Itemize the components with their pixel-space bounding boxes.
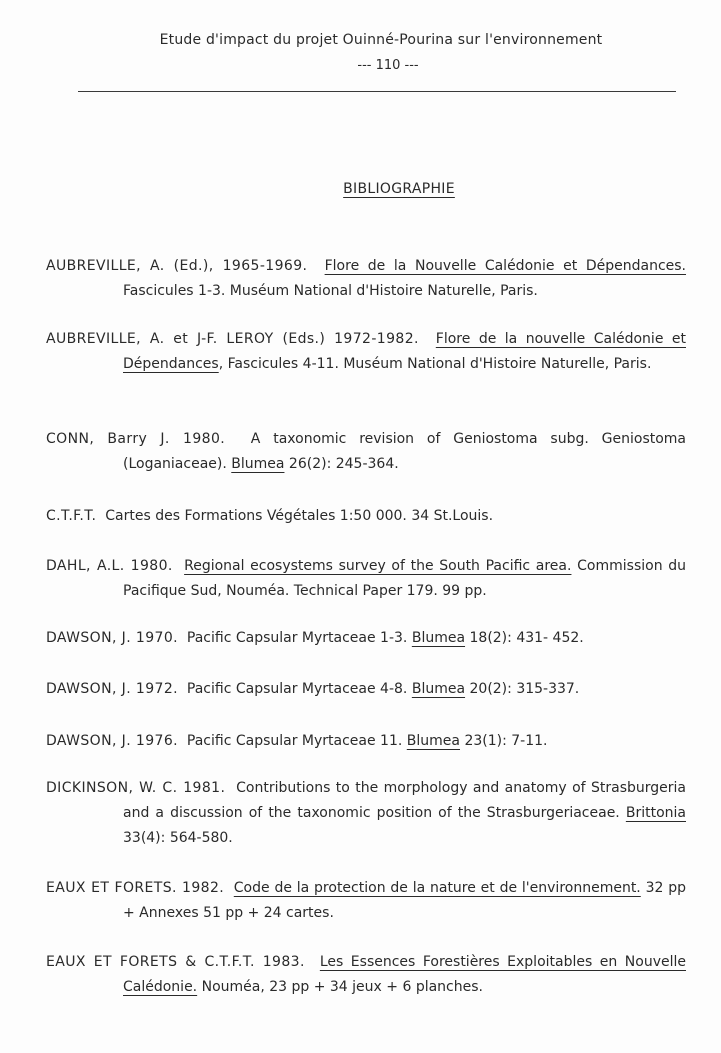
entry-journal: Blumea xyxy=(406,733,460,749)
entry-journal: Blumea xyxy=(231,456,285,472)
entry-journal: Blumea xyxy=(411,630,466,646)
entry-details: , Fascicules 4-11. Muséum National d'Histoire Naturelle, Paris. xyxy=(218,356,652,372)
entry-title: Flore de la nouvelle Calédonie et Dépendances xyxy=(123,331,686,372)
entry-text: Pacific Capsular Myrtaceae 4-8. xyxy=(186,681,408,697)
entry-title: Les Essences Forestières Exploitables en Nouvelle Calédonie. xyxy=(123,954,686,995)
page-number: --- 110 --- xyxy=(357,58,419,73)
entry-details: 32 pp + Annexes 51 pp + 24 cartes. xyxy=(123,880,686,921)
entry-author: DAWSON, J. 1976. xyxy=(46,733,178,749)
bibliography-entry xyxy=(46,254,686,304)
bibliography-entry xyxy=(46,677,686,702)
bibliography-entry xyxy=(46,950,686,1000)
bibliography-entry xyxy=(46,729,686,754)
entry-author: C.T.F.T. xyxy=(46,508,97,524)
entry-details: 26(2): 245-364. xyxy=(288,456,399,472)
entry-details: 23(1): 7-11. xyxy=(464,733,548,749)
entry-author: EAUX ET FORETS & C.T.F.T. 1983. xyxy=(46,954,305,970)
entry-title: Code de la protection de la nature et de l'environnement. xyxy=(233,880,641,896)
entry-text: Pacific Capsular Myrtaceae 1-3. xyxy=(186,630,408,646)
bibliography-entry xyxy=(46,776,686,851)
entry-text: A taxonomic revision of Geniostoma subg. Geniostoma (Loganiaceae). xyxy=(123,431,687,472)
header-divider xyxy=(78,91,676,92)
entry-author: AUBREVILLE, A. et J-F. LEROY (Eds.) 1972-1982. xyxy=(46,331,419,347)
entry-details: Nouméa, 23 pp + 34 jeux + 6 planches. xyxy=(201,979,483,995)
bibliography-entry xyxy=(46,504,686,529)
bibliography-entry xyxy=(46,876,686,926)
entry-journal: Brittonia xyxy=(625,805,686,821)
entry-text: Contributions to the morphology and anatomy of Strasburgeria and a discussion of the taxonomic position of the Strasburgeriaceae. xyxy=(123,780,686,821)
section-heading-text: BIBLIOGRAPHIE xyxy=(343,181,455,197)
entry-author: DAHL, A.L. 1980. xyxy=(46,558,173,574)
bibliography-entry xyxy=(46,626,686,651)
entry-details: 33(4): 564-580. xyxy=(123,830,233,846)
running-header-title: Etude d'impact du projet Ouinné-Pourina sur l'environnement xyxy=(159,32,603,48)
entry-details: Commission du Pacifique Sud, Nouméa. Technical Paper 179. 99 pp. xyxy=(123,558,686,599)
bibliography-entry xyxy=(46,554,686,604)
bibliography-entry xyxy=(46,427,686,477)
entry-details: 18(2): 431- 452. xyxy=(469,630,584,646)
entry-details: Cartes des Formations Végétales 1:50 000. 34 St.Louis. xyxy=(105,508,494,524)
entry-author: CONN, Barry J. 1980. xyxy=(46,431,226,447)
entry-journal: Blumea xyxy=(411,681,466,697)
section-heading xyxy=(0,181,721,197)
entry-author: DAWSON, J. 1972. xyxy=(46,681,178,697)
entry-author: DAWSON, J. 1970. xyxy=(46,630,178,646)
entry-details: Fascicules 1-3. Muséum National d'Histoire Naturelle, Paris. xyxy=(123,283,538,299)
entry-author: DICKINSON, W. C. 1981. xyxy=(46,780,226,796)
entry-title: Regional ecosystems survey of the South Pacific area. xyxy=(184,558,572,574)
entry-author: AUBREVILLE, A. (Ed.), 1965-1969. xyxy=(46,258,308,274)
bibliography-entry xyxy=(46,327,686,377)
entry-text: Pacific Capsular Myrtaceae 11. xyxy=(186,733,403,749)
entry-details: 20(2): 315-337. xyxy=(469,681,580,697)
entry-title: Flore de la Nouvelle Calédonie et Dépendances. xyxy=(324,258,687,274)
entry-author: EAUX ET FORETS. 1982. xyxy=(46,880,225,896)
